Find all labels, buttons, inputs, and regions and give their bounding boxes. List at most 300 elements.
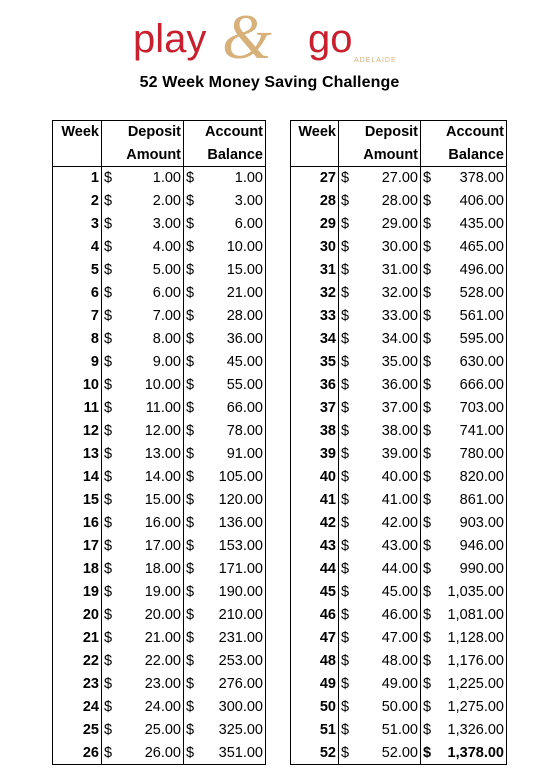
- week-number: 41: [291, 489, 339, 512]
- account-balance: [421, 213, 507, 236]
- deposit-amount-value: 34.00: [381, 331, 418, 347]
- deposit-amount-value: 23.00: [144, 676, 181, 692]
- account-balance: [184, 742, 266, 765]
- account-balance-value: 36.00: [226, 331, 263, 347]
- deposit-amount-value: 10.00: [144, 377, 181, 393]
- account-balance: [184, 719, 266, 742]
- account-balance-value: 171.00: [218, 561, 263, 577]
- table-row: [53, 650, 507, 673]
- deposit-amount: [102, 627, 184, 650]
- currency-symbol: $: [423, 722, 432, 738]
- deposit-amount: [339, 397, 421, 420]
- currency-symbol: $: [423, 446, 432, 462]
- balance-header-right: Account: [421, 121, 507, 144]
- week-number: 4: [53, 236, 102, 259]
- week-header-left: Week: [53, 121, 102, 144]
- account-balance: [184, 167, 266, 190]
- currency-symbol: $: [104, 469, 113, 485]
- currency-symbol: $: [104, 744, 113, 761]
- week-number: 14: [53, 466, 102, 489]
- currency-symbol: $: [341, 744, 350, 761]
- table-row: [53, 466, 507, 489]
- week-number: 49: [291, 673, 339, 696]
- deposit-amount-value: 28.00: [381, 193, 418, 209]
- currency-symbol: $: [423, 193, 432, 209]
- deposit-amount: [339, 259, 421, 282]
- account-balance: [184, 604, 266, 627]
- currency-symbol: $: [341, 630, 350, 646]
- account-balance-value: 15.00: [226, 262, 263, 278]
- logo-adelaide-text: ADELAIDE: [354, 57, 397, 64]
- deposit-amount: [339, 742, 421, 765]
- deposit-amount-value: 31.00: [381, 262, 418, 278]
- account-balance-value: 741.00: [459, 423, 504, 439]
- currency-symbol: $: [186, 584, 195, 600]
- deposit-amount: [102, 535, 184, 558]
- deposit-amount-value: 7.00: [152, 308, 181, 324]
- deposit-amount-value: 14.00: [144, 469, 181, 485]
- week-number: 21: [53, 627, 102, 650]
- savings-table: [52, 120, 507, 765]
- balance-subheader-left: Balance: [184, 144, 266, 167]
- deposit-amount: [102, 328, 184, 351]
- currency-symbol: $: [423, 400, 432, 416]
- table-row: [53, 282, 507, 305]
- account-balance-value: 435.00: [459, 216, 504, 232]
- week-number: 28: [291, 190, 339, 213]
- account-balance: [421, 305, 507, 328]
- account-balance: [421, 696, 507, 719]
- currency-symbol: $: [104, 331, 113, 347]
- currency-symbol: $: [186, 744, 195, 761]
- deposit-amount-value: 2.00: [152, 193, 181, 209]
- account-balance-value: 21.00: [226, 285, 263, 301]
- currency-symbol: $: [186, 722, 195, 738]
- currency-symbol: $: [186, 170, 195, 187]
- account-balance: [184, 351, 266, 374]
- balance-header-left: Account: [184, 121, 266, 144]
- week-number: 33: [291, 305, 339, 328]
- currency-symbol: $: [423, 653, 432, 669]
- deposit-amount: [102, 420, 184, 443]
- account-balance-value: 990.00: [459, 561, 504, 577]
- table-row: [53, 581, 507, 604]
- deposit-amount: [339, 627, 421, 650]
- week-number: 2: [53, 190, 102, 213]
- account-balance-value: 903.00: [459, 515, 504, 531]
- account-balance: [184, 558, 266, 581]
- currency-symbol: $: [341, 400, 350, 416]
- currency-symbol: $: [423, 170, 432, 187]
- week-number: 38: [291, 420, 339, 443]
- week-number: 34: [291, 328, 339, 351]
- currency-symbol: $: [104, 262, 113, 278]
- currency-symbol: $: [104, 354, 113, 370]
- deposit-amount: [102, 558, 184, 581]
- account-balance-value: 66.00: [226, 400, 263, 416]
- currency-symbol: $: [186, 676, 195, 692]
- currency-symbol: $: [341, 170, 350, 187]
- week-number: 19: [53, 581, 102, 604]
- account-balance: [184, 673, 266, 696]
- currency-symbol: $: [104, 515, 113, 531]
- week-number: 11: [53, 397, 102, 420]
- table-row: [53, 328, 507, 351]
- account-balance-value: 1,225.00: [447, 676, 504, 692]
- deposit-amount-value: 11.00: [145, 400, 181, 416]
- currency-symbol: $: [423, 630, 432, 646]
- account-balance-value: 378.00: [459, 170, 504, 187]
- account-balance: [421, 604, 507, 627]
- total-balance: [421, 742, 507, 765]
- account-balance: [184, 190, 266, 213]
- deposit-amount-value: 4.00: [152, 239, 181, 255]
- account-balance: [421, 328, 507, 351]
- account-balance-value: 351.00: [218, 744, 263, 761]
- currency-symbol: $: [186, 331, 195, 347]
- table-row: [53, 443, 507, 466]
- currency-symbol: $: [104, 722, 113, 738]
- currency-symbol: $: [186, 492, 195, 508]
- deposit-amount: [102, 650, 184, 673]
- account-balance: [184, 374, 266, 397]
- currency-symbol: $: [423, 676, 432, 692]
- logo-go-text: go: [308, 17, 353, 61]
- deposit-amount: [339, 673, 421, 696]
- deposit-amount-value: 38.00: [381, 423, 418, 439]
- deposit-header-left: Deposit: [102, 121, 184, 144]
- currency-symbol: $: [104, 423, 113, 439]
- deposit-amount-value: 43.00: [381, 538, 418, 554]
- table-row: [53, 167, 507, 190]
- account-balance-value: 406.00: [459, 193, 504, 209]
- deposit-amount: [339, 650, 421, 673]
- page-title: 52 Week Money Saving Challenge: [139, 74, 400, 91]
- currency-symbol: $: [186, 400, 195, 416]
- table-row: [53, 489, 507, 512]
- currency-symbol: $: [186, 699, 195, 715]
- currency-symbol: $: [186, 653, 195, 669]
- currency-symbol: $: [423, 561, 432, 577]
- week-number: 15: [53, 489, 102, 512]
- currency-symbol: $: [104, 446, 113, 462]
- table-row: [53, 213, 507, 236]
- total-balance-value: 1,378.00: [447, 744, 504, 761]
- deposit-amount: [102, 190, 184, 213]
- currency-symbol: $: [104, 308, 113, 324]
- deposit-amount: [102, 374, 184, 397]
- currency-symbol: $: [423, 538, 432, 554]
- account-balance: [421, 167, 507, 190]
- table-row: [53, 397, 507, 420]
- account-balance: [421, 673, 507, 696]
- currency-symbol: $: [423, 423, 432, 439]
- currency-symbol: $: [341, 722, 350, 738]
- account-balance-value: 325.00: [218, 722, 263, 738]
- week-number: 42: [291, 512, 339, 535]
- week-number: 47: [291, 627, 339, 650]
- currency-symbol: $: [341, 262, 350, 278]
- week-number: 23: [53, 673, 102, 696]
- deposit-amount-value: 22.00: [144, 653, 181, 669]
- currency-symbol: $: [423, 239, 432, 255]
- deposit-amount: [102, 282, 184, 305]
- currency-symbol: $: [341, 354, 350, 370]
- currency-symbol: $: [186, 285, 195, 301]
- week-number: 32: [291, 282, 339, 305]
- deposit-amount: [339, 512, 421, 535]
- account-balance-value: 561.00: [459, 308, 504, 324]
- deposit-amount-value: 40.00: [381, 469, 418, 485]
- deposit-amount: [102, 443, 184, 466]
- account-balance-value: 190.00: [218, 584, 263, 600]
- account-balance-value: 946.00: [459, 538, 504, 554]
- table-row: [53, 374, 507, 397]
- week-number: 6: [53, 282, 102, 305]
- account-balance: [184, 236, 266, 259]
- deposit-amount-value: 9.00: [152, 354, 181, 370]
- deposit-amount-value: 29.00: [381, 216, 418, 232]
- deposit-amount-value: 52.00: [381, 744, 418, 761]
- account-balance-value: 6.00: [234, 216, 263, 232]
- deposit-amount-value: 48.00: [381, 653, 418, 669]
- deposit-amount: [339, 167, 421, 190]
- account-balance: [421, 236, 507, 259]
- week-number: 52: [291, 742, 339, 765]
- deposit-subheader-right: Amount: [339, 144, 421, 167]
- week-number: 9: [53, 351, 102, 374]
- currency-symbol: $: [104, 607, 113, 623]
- account-balance: [421, 351, 507, 374]
- week-header-right: Week: [291, 121, 339, 144]
- deposit-amount-value: 30.00: [381, 239, 418, 255]
- account-balance: [184, 420, 266, 443]
- deposit-amount-value: 45.00: [381, 584, 418, 600]
- deposit-amount-value: 19.00: [144, 584, 181, 600]
- account-balance-value: 91.00: [226, 446, 263, 462]
- deposit-amount: [339, 443, 421, 466]
- currency-symbol: $: [341, 492, 350, 508]
- deposit-amount: [102, 604, 184, 627]
- account-balance-value: 153.00: [218, 538, 263, 554]
- account-balance: [184, 282, 266, 305]
- account-balance: [184, 259, 266, 282]
- table-row: [53, 190, 507, 213]
- account-balance-value: 210.00: [218, 607, 263, 623]
- deposit-amount-value: 8.00: [152, 331, 181, 347]
- currency-symbol: $: [186, 515, 195, 531]
- currency-symbol: $: [104, 239, 113, 255]
- play-and-go-logo: [0, 8, 539, 66]
- account-balance: [421, 397, 507, 420]
- deposit-amount-value: 13.00: [144, 446, 181, 462]
- account-balance: [421, 581, 507, 604]
- currency-symbol: $: [341, 285, 350, 301]
- week-number: 48: [291, 650, 339, 673]
- week-number: 43: [291, 535, 339, 558]
- deposit-amount-value: 50.00: [381, 699, 418, 715]
- week-number: 37: [291, 397, 339, 420]
- deposit-amount: [339, 581, 421, 604]
- deposit-amount: [339, 282, 421, 305]
- account-balance-value: 1.00: [234, 170, 263, 187]
- week-number: 27: [291, 167, 339, 190]
- deposit-amount: [339, 213, 421, 236]
- week-number: 36: [291, 374, 339, 397]
- deposit-amount-value: 35.00: [381, 354, 418, 370]
- week-number: 17: [53, 535, 102, 558]
- account-balance: [421, 535, 507, 558]
- deposit-amount: [102, 351, 184, 374]
- deposit-amount: [102, 236, 184, 259]
- deposit-amount: [102, 305, 184, 328]
- week-number: 16: [53, 512, 102, 535]
- logo-ampersand-icon: &: [222, 8, 272, 66]
- account-balance-value: 1,035.00: [447, 584, 504, 600]
- deposit-amount-value: 27.00: [381, 170, 418, 187]
- account-balance-value: 1,275.00: [447, 699, 504, 715]
- account-balance: [421, 466, 507, 489]
- currency-symbol: $: [341, 446, 350, 462]
- account-balance-value: 276.00: [218, 676, 263, 692]
- week-number: 12: [53, 420, 102, 443]
- week-number: 20: [53, 604, 102, 627]
- account-balance-value: 105.00: [218, 469, 263, 485]
- account-balance-value: 231.00: [218, 630, 263, 646]
- account-balance: [421, 282, 507, 305]
- week-number: 29: [291, 213, 339, 236]
- account-balance: [184, 512, 266, 535]
- currency-symbol: $: [104, 193, 113, 209]
- account-balance: [421, 512, 507, 535]
- table-row: [53, 696, 507, 719]
- account-balance: [421, 489, 507, 512]
- table-row: [53, 305, 507, 328]
- currency-symbol: $: [423, 584, 432, 600]
- currency-symbol: $: [341, 239, 350, 255]
- deposit-amount: [339, 351, 421, 374]
- account-balance: [421, 719, 507, 742]
- account-balance-value: 595.00: [459, 331, 504, 347]
- currency-symbol: $: [104, 676, 113, 692]
- week-number: 45: [291, 581, 339, 604]
- deposit-amount-value: 3.00: [152, 216, 181, 232]
- account-balance-value: 820.00: [459, 469, 504, 485]
- account-balance: [421, 627, 507, 650]
- deposit-amount: [339, 328, 421, 351]
- deposit-amount-value: 20.00: [144, 607, 181, 623]
- deposit-amount-value: 6.00: [152, 285, 181, 301]
- deposit-amount-value: 26.00: [144, 744, 181, 761]
- currency-symbol: $: [341, 653, 350, 669]
- deposit-amount-value: 51.00: [381, 722, 418, 738]
- currency-symbol: $: [423, 469, 432, 485]
- currency-symbol: $: [186, 216, 195, 232]
- account-balance-value: 666.00: [459, 377, 504, 393]
- week-number: 24: [53, 696, 102, 719]
- account-balance-value: 120.00: [218, 492, 263, 508]
- table-row: [53, 236, 507, 259]
- deposit-amount: [339, 466, 421, 489]
- deposit-header-right: Deposit: [339, 121, 421, 144]
- currency-symbol: $: [186, 354, 195, 370]
- currency-symbol: $: [104, 561, 113, 577]
- account-balance: [184, 489, 266, 512]
- week-number: 51: [291, 719, 339, 742]
- account-balance: [184, 397, 266, 420]
- currency-symbol: $: [186, 308, 195, 324]
- deposit-amount: [102, 742, 184, 765]
- currency-symbol: $: [341, 423, 350, 439]
- account-balance-value: 136.00: [218, 515, 263, 531]
- currency-symbol: $: [423, 492, 432, 508]
- deposit-amount-value: 49.00: [381, 676, 418, 692]
- account-balance: [421, 558, 507, 581]
- account-balance-value: 780.00: [459, 446, 504, 462]
- week-number: 5: [53, 259, 102, 282]
- deposit-amount: [102, 213, 184, 236]
- currency-symbol: $: [104, 285, 113, 301]
- currency-symbol: $: [104, 630, 113, 646]
- table-row: [53, 420, 507, 443]
- week-number: 31: [291, 259, 339, 282]
- currency-symbol: $: [341, 561, 350, 577]
- deposit-amount-value: 18.00: [144, 561, 181, 577]
- week-number: 39: [291, 443, 339, 466]
- deposit-amount-value: 24.00: [144, 699, 181, 715]
- deposit-amount-value: 5.00: [152, 262, 181, 278]
- week-number: 35: [291, 351, 339, 374]
- deposit-amount-value: 16.00: [144, 515, 181, 531]
- currency-symbol: $: [186, 446, 195, 462]
- deposit-subheader-left: Amount: [102, 144, 184, 167]
- header-row-2: [53, 144, 507, 167]
- account-balance-value: 10.00: [226, 239, 263, 255]
- currency-symbol: $: [104, 699, 113, 715]
- currency-symbol: $: [423, 216, 432, 232]
- currency-symbol: $: [423, 285, 432, 301]
- deposit-amount: [339, 489, 421, 512]
- currency-symbol: $: [186, 538, 195, 554]
- currency-symbol: $: [104, 400, 113, 416]
- week-number: 25: [53, 719, 102, 742]
- deposit-amount-value: 37.00: [381, 400, 418, 416]
- deposit-amount-value: 42.00: [381, 515, 418, 531]
- week-number: 1: [53, 167, 102, 190]
- week-number: 50: [291, 696, 339, 719]
- deposit-amount: [339, 696, 421, 719]
- deposit-amount: [339, 558, 421, 581]
- currency-symbol: $: [104, 653, 113, 669]
- week-number: 10: [53, 374, 102, 397]
- week-number: 13: [53, 443, 102, 466]
- week-number: 8: [53, 328, 102, 351]
- account-balance-value: 3.00: [234, 193, 263, 209]
- table-row: [53, 742, 507, 765]
- account-balance: [184, 650, 266, 673]
- week-number: 30: [291, 236, 339, 259]
- account-balance-value: 528.00: [459, 285, 504, 301]
- account-balance: [184, 581, 266, 604]
- deposit-amount-value: 39.00: [381, 446, 418, 462]
- week-number: 46: [291, 604, 339, 627]
- account-balance-value: 1,326.00: [447, 722, 504, 738]
- currency-symbol: $: [186, 377, 195, 393]
- deposit-amount-value: 15.00: [144, 492, 181, 508]
- account-balance-value: 55.00: [226, 377, 263, 393]
- account-balance: [421, 190, 507, 213]
- account-balance-value: 78.00: [226, 423, 263, 439]
